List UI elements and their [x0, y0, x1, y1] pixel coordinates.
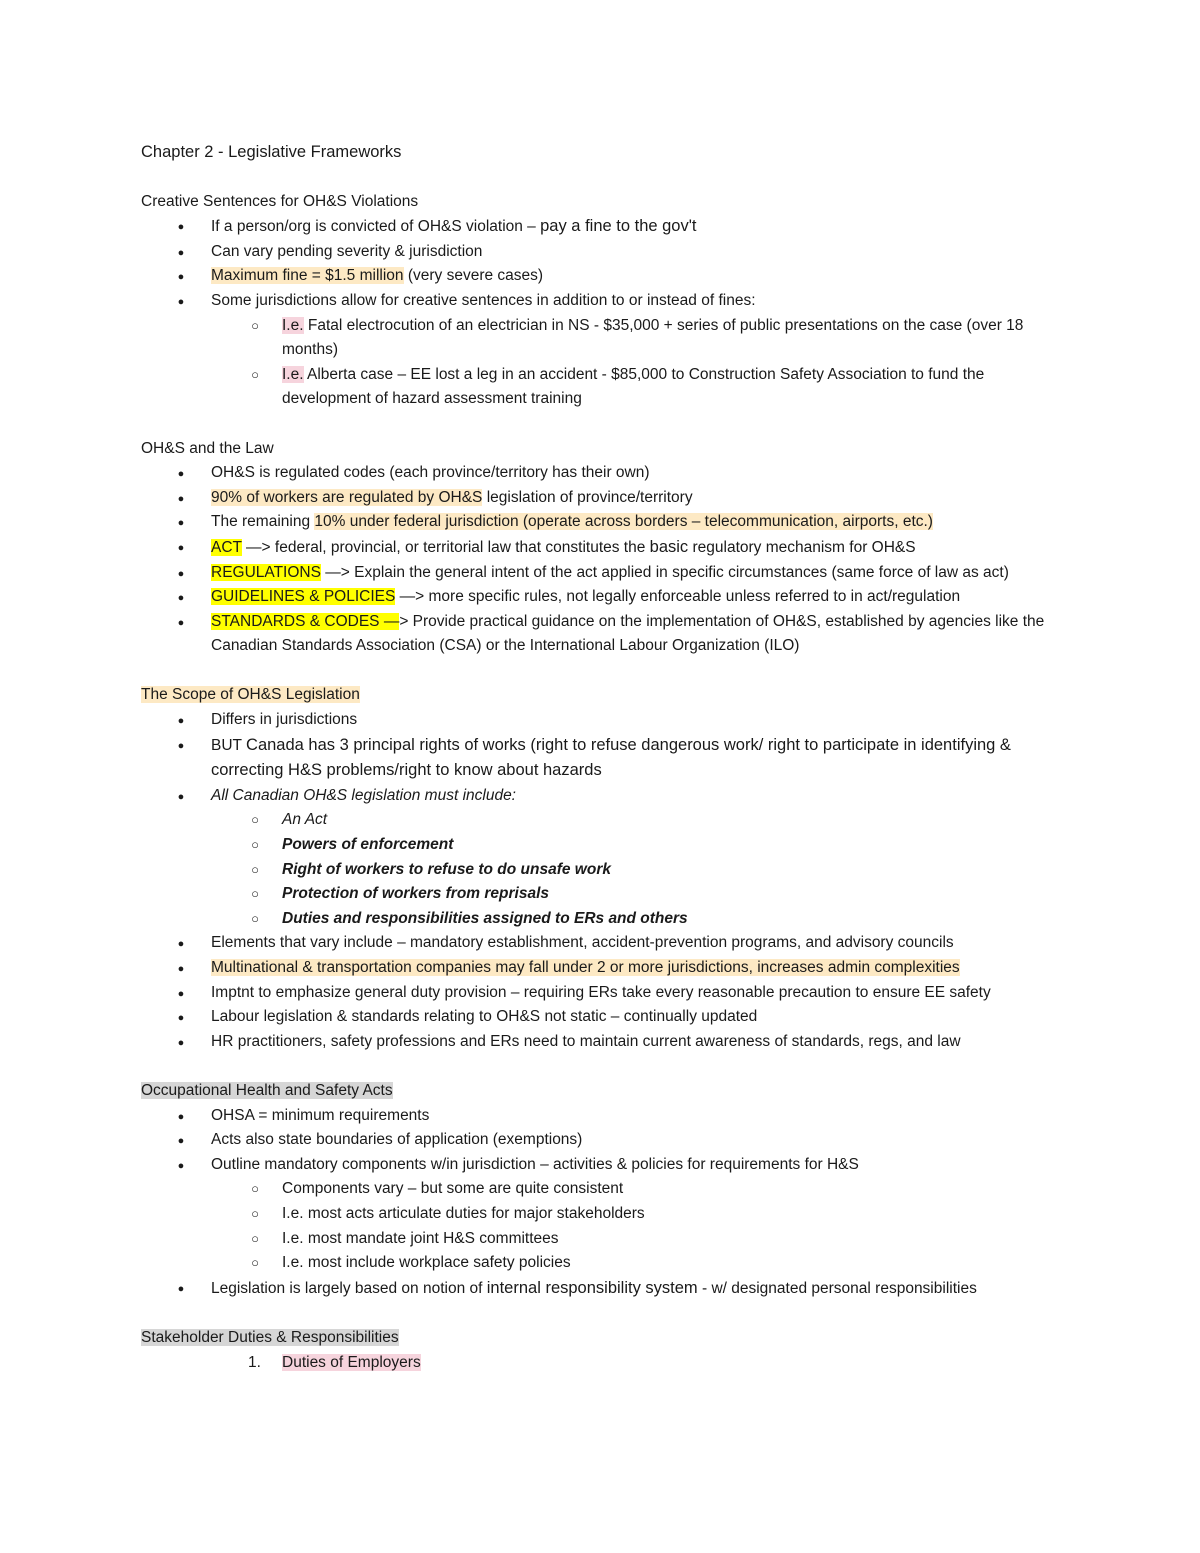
circle-bullet-icon	[249, 1202, 261, 1227]
circle-bullet-icon	[249, 1227, 261, 1252]
list-item: ● Labour legislation & standards relating to OH&S not static – continually updated	[141, 1005, 1071, 1030]
circle-bullet-icon	[249, 314, 261, 339]
sub-list-item: ○ I.e. Alberta case – EE lost a leg in an accident - $85,000 to Construction Safety Association to fund the development of hazard assessment training	[141, 363, 1071, 412]
section-heading: The Scope of OH&S Legislation	[141, 686, 360, 704]
bullet-icon	[175, 535, 187, 561]
circle-bullet-icon	[249, 833, 261, 858]
highlighted-text: STANDARDS & CODES —	[211, 612, 400, 630]
sub-list-item: ○ I.e. Fatal electrocution of an electrician in NS - $35,000 + series of public presentations on the case (over 18 months)	[141, 314, 1071, 363]
list-item: ● STANDARDS & CODES —> Provide practical guidance on the implementation of OH&S, established by agencies like the Canadian Standards Association (CSA) or the International Labour Organization (ILO)	[141, 610, 1071, 659]
bullet-icon	[175, 708, 187, 734]
sub-list-item: ○ An Act	[141, 808, 1071, 833]
circle-bullet-icon	[249, 907, 261, 932]
bullet-icon	[175, 1104, 187, 1130]
list-item: ● ACT —> federal, provincial, or territorial law that constitutes the basic regulatory mechanism for OH&S	[141, 535, 1071, 561]
bullet-icon	[175, 264, 187, 290]
bullet-icon	[175, 610, 187, 636]
list-item: ● Differs in jurisdictions	[141, 708, 1071, 733]
circle-bullet-icon	[249, 882, 261, 907]
bullet-icon	[175, 289, 187, 315]
list-item: ● REGULATIONS —> Explain the general intent of the act applied in specific circumstances (same force of law as act)	[141, 561, 1071, 586]
circle-bullet-icon	[249, 858, 261, 883]
highlighted-text: REGULATIONS	[211, 563, 321, 581]
highlighted-text: Maximum fine = $1.5 million	[211, 267, 404, 285]
sub-list-item: ○ I.e. most include workplace safety policies	[141, 1251, 1071, 1276]
highlighted-text: I.e.	[282, 365, 304, 383]
section-heading: Occupational Health and Safety Acts	[141, 1081, 393, 1099]
section-scope-of-legislation	[141, 683, 1071, 1054]
sub-list-item: ○ Right of workers to refuse to do unsafe work	[141, 858, 1071, 883]
page-title: Chapter 2 - Legislative Frameworks	[141, 143, 402, 161]
list-item	[141, 956, 1071, 981]
highlighted-text: Duties of Employers	[282, 1353, 421, 1371]
circle-bullet-icon	[249, 363, 261, 388]
section-ohs-and-law	[141, 437, 1071, 659]
list-item: ● Outline mandatory components w/in jurisdiction – activities & policies for requirements for H&S	[141, 1153, 1071, 1178]
bullet-icon	[175, 461, 187, 487]
bullet-icon	[175, 784, 187, 810]
bullet-icon	[175, 931, 187, 957]
list-item: ● Legislation is largely based on notion of internal responsibility system - w/ designated personal responsibilities	[141, 1276, 1071, 1302]
list-item: ● If a person/org is convicted of OH&S violation – pay a fine to the gov't	[141, 214, 1071, 240]
document-content	[141, 140, 1071, 1375]
bullet-icon	[175, 561, 187, 587]
bullet-icon	[175, 1030, 187, 1056]
list-item: ● Elements that vary include – mandatory establishment, accident-prevention programs, and advisory councils	[141, 931, 1071, 956]
section-heading: OH&S and the Law	[141, 439, 274, 457]
bullet-icon	[175, 510, 187, 536]
list-item: ● OH&S is regulated codes (each province/territory has their own)	[141, 461, 1071, 486]
sub-list-item: ○ Components vary – but some are quite consistent	[141, 1177, 1071, 1202]
list-item: ● HR practitioners, safety professions and ERs need to maintain current awareness of standards, regs, and law	[141, 1030, 1071, 1055]
list-item: ● The remaining 10% under federal jurisdiction (operate across borders – telecommunication, airports, etc.)	[141, 510, 1071, 535]
list-number: 1.	[248, 1353, 261, 1371]
sub-list-item: ○ I.e. most acts articulate duties for major stakeholders	[141, 1202, 1071, 1227]
sub-list-item: ○ Powers of enforcement	[141, 833, 1071, 858]
sub-list-item: ○ Duties and responsibilities assigned to ERs and others	[141, 907, 1071, 932]
bullet-icon	[175, 1005, 187, 1031]
list-item: ● Can vary pending severity & jurisdiction	[141, 240, 1071, 265]
bullet-icon	[175, 486, 187, 512]
sub-list-item: ○ Protection of workers from reprisals	[141, 882, 1071, 907]
highlighted-text: I.e.	[282, 316, 304, 334]
bullet-icon	[175, 981, 187, 1007]
bullet-icon	[175, 733, 187, 759]
list-item: ● Some jurisdictions allow for creative sentences in addition to or instead of fines:	[141, 289, 1071, 314]
list-item: ● Maximum fine = $1.5 million (very severe cases)	[141, 264, 1071, 289]
highlighted-text: GUIDELINES & POLICIES	[211, 588, 396, 606]
list-item: ● 90% of workers are regulated by OH&S legislation of province/territory	[141, 486, 1071, 511]
list-item: ● All Canadian OH&S legislation must include:	[141, 784, 1071, 809]
bullet-icon	[175, 214, 187, 240]
list-item: ● Imptnt to emphasize general duty provision – requiring ERs take every reasonable precaution to ensure EE safety	[141, 981, 1071, 1006]
highlighted-text: ACT	[211, 538, 242, 556]
list-item: ● Acts also state boundaries of application (exemptions)	[141, 1128, 1071, 1153]
sub-list-item: ○ I.e. most mandate joint H&S committees	[141, 1227, 1071, 1252]
highlighted-text: Multinational & transportation companies may fall under 2 or more jurisdictions, increases admin complexities	[211, 959, 960, 976]
bullet-icon	[175, 1153, 187, 1179]
circle-bullet-icon	[249, 1251, 261, 1276]
bullet-icon	[175, 240, 187, 266]
list-item: ● BUT Canada has 3 principal rights of works (right to refuse dangerous work/ right to participate in identifying & correcting H&S problems/right to know about hazards	[141, 733, 1071, 784]
bullet-icon	[175, 585, 187, 611]
highlighted-text: 90% of workers are regulated by OH&S	[211, 488, 483, 506]
section-heading: Stakeholder Duties & Responsibilities	[141, 1328, 399, 1346]
circle-bullet-icon	[249, 1177, 261, 1202]
bullet-icon	[175, 1128, 187, 1154]
circle-bullet-icon	[249, 808, 261, 833]
section-stakeholder-duties	[141, 1326, 1071, 1375]
bullet-icon	[175, 956, 187, 982]
section-ohs-acts	[141, 1079, 1071, 1301]
numbered-item	[141, 1351, 1071, 1376]
list-item: ● OHSA = minimum requirements	[141, 1104, 1071, 1129]
bullet-icon	[175, 1276, 187, 1302]
section-creative-sentences	[141, 190, 1071, 412]
list-item: ● GUIDELINES & POLICIES —> more specific rules, not legally enforceable unless referred to in act/regulation	[141, 585, 1071, 610]
section-heading: Creative Sentences for OH&S Violations	[141, 192, 419, 210]
highlighted-text: 10% under federal jurisdiction (operate across borders – telecommunication, airports, etc.)	[314, 513, 933, 531]
